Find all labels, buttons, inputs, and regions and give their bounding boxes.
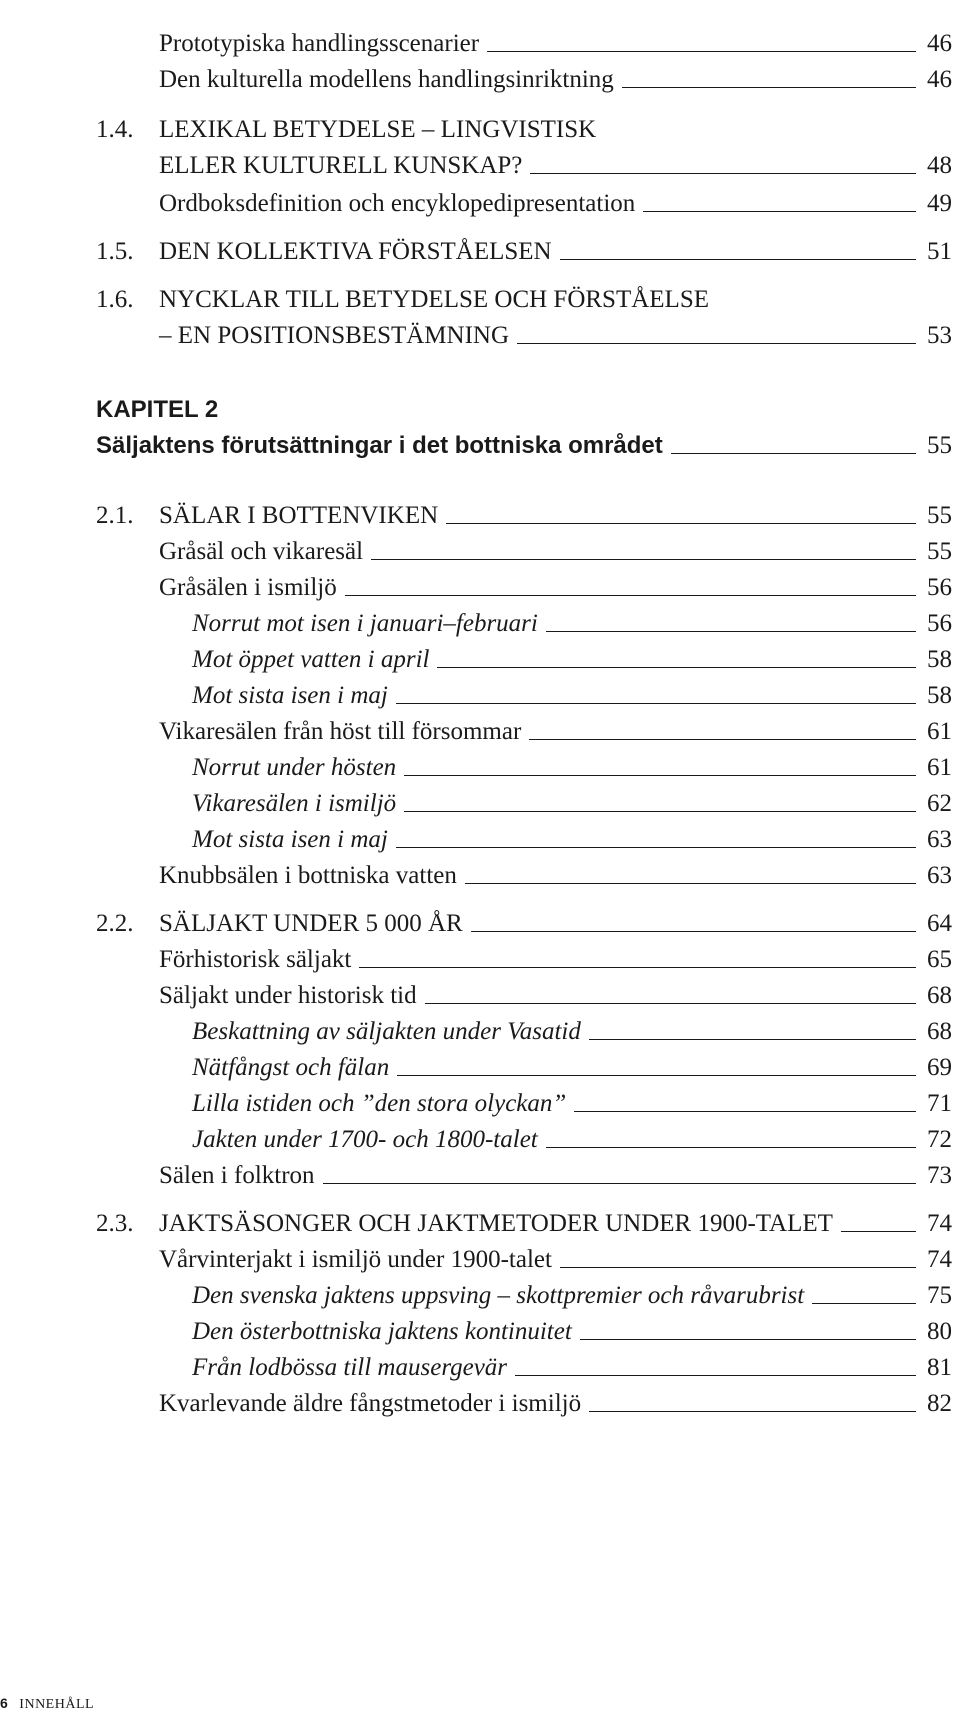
toc-page-number: 61 bbox=[927, 754, 952, 781]
toc-entry bbox=[0, 568, 960, 608]
toc-entry-title: Jakten under 1700- och 1800-talet bbox=[192, 1126, 538, 1153]
toc-section-number: 1.6. bbox=[96, 286, 134, 313]
toc-page-number: 51 bbox=[927, 238, 952, 265]
leader-rule bbox=[397, 1075, 916, 1076]
toc-entry bbox=[0, 1312, 960, 1352]
toc-entry bbox=[0, 184, 960, 224]
leader-rule bbox=[580, 1339, 916, 1340]
footer-page-number: 6 bbox=[0, 1695, 8, 1711]
leader-rule bbox=[345, 595, 916, 596]
toc-entry-title: Knubbsälen i bottniska vatten bbox=[159, 862, 457, 889]
toc-entry bbox=[0, 820, 960, 860]
toc-entry bbox=[0, 1204, 960, 1244]
toc-page-number: 53 bbox=[927, 322, 952, 349]
toc-page-number: 46 bbox=[927, 66, 952, 93]
toc-page-number: 69 bbox=[927, 1054, 952, 1081]
toc-page-number: 72 bbox=[927, 1126, 952, 1153]
leader-rule bbox=[643, 211, 916, 212]
toc-entry-title: Ordboksdefinition och encyklopedipresentation bbox=[159, 190, 636, 217]
toc-entry bbox=[0, 60, 960, 100]
toc-page-number: 48 bbox=[927, 152, 952, 179]
toc-entry-title: Den kulturella modellens handlingsinriktning bbox=[159, 66, 614, 93]
toc-page-number: 82 bbox=[927, 1390, 952, 1417]
toc-entry bbox=[0, 712, 960, 752]
leader-rule bbox=[812, 1303, 916, 1304]
toc-entry bbox=[0, 1120, 960, 1160]
toc-page-number: 63 bbox=[927, 862, 952, 889]
leader-rule bbox=[515, 1375, 916, 1376]
toc-section-number: 2.2. bbox=[96, 910, 134, 937]
toc-entry bbox=[0, 940, 960, 980]
toc-entry-title: Norrut under hösten bbox=[192, 754, 397, 781]
toc-page-number: 74 bbox=[927, 1210, 952, 1237]
leader-rule bbox=[396, 703, 916, 704]
toc-entry-title: Norrut mot isen i januari–februari bbox=[192, 610, 538, 637]
toc-page-number: 61 bbox=[927, 718, 952, 745]
toc-page-number: 75 bbox=[927, 1282, 952, 1309]
leader-rule bbox=[465, 883, 916, 884]
toc-entry bbox=[0, 1384, 960, 1424]
leader-rule bbox=[546, 631, 916, 632]
toc-entry bbox=[0, 532, 960, 572]
toc-entry-title: Kvarlevande äldre fångstmetoder i ismiljö bbox=[159, 1390, 582, 1417]
toc-section-number: 2.3. bbox=[96, 1210, 134, 1237]
toc-entry-title: NYCKLAR TILL BETYDELSE OCH FÖRSTÅELSE bbox=[159, 286, 709, 313]
toc-entry-title: Vikaresälen från höst till försommar bbox=[159, 718, 522, 745]
toc-page-number: 74 bbox=[927, 1246, 952, 1273]
leader-rule bbox=[437, 667, 916, 668]
toc-entry-title: Mot sista isen i maj bbox=[192, 826, 388, 853]
toc-entry bbox=[0, 1156, 960, 1196]
toc-entry bbox=[0, 1084, 960, 1124]
toc-entry bbox=[0, 904, 960, 944]
toc-page-number: 63 bbox=[927, 826, 952, 853]
toc-page-number: 56 bbox=[927, 610, 952, 637]
toc-entry-title: Säljakt under historisk tid bbox=[159, 982, 417, 1009]
toc-entry bbox=[0, 1048, 960, 1088]
toc-section-number: 1.4. bbox=[96, 116, 134, 143]
toc-page-number: 58 bbox=[927, 682, 952, 709]
toc-entry-title: Prototypiska handlingsscenarier bbox=[159, 30, 480, 57]
leader-rule bbox=[546, 1147, 916, 1148]
toc-page-number: 68 bbox=[927, 982, 952, 1009]
leader-rule bbox=[529, 739, 916, 740]
toc-entry-title: JAKTSÄSONGER OCH JAKTMETODER UNDER 1900-TALET bbox=[159, 1210, 833, 1237]
toc-entry bbox=[0, 1276, 960, 1316]
leader-rule bbox=[404, 811, 916, 812]
toc-entry bbox=[0, 1348, 960, 1388]
toc-page-number: 80 bbox=[927, 1318, 952, 1345]
toc-page-number: 56 bbox=[927, 574, 952, 601]
toc-entry bbox=[0, 604, 960, 644]
toc-entry bbox=[0, 426, 960, 466]
toc-entry-title: ELLER KULTURELL KUNSKAP? bbox=[159, 152, 523, 179]
toc-page-number: 55 bbox=[927, 538, 952, 565]
page-footer bbox=[0, 1695, 94, 1713]
toc-page-number: 71 bbox=[927, 1090, 952, 1117]
toc-page-number: 81 bbox=[927, 1354, 952, 1381]
toc-entry bbox=[0, 316, 960, 356]
leader-rule bbox=[560, 1267, 916, 1268]
toc-page-number: 58 bbox=[927, 646, 952, 673]
toc-entry bbox=[0, 280, 960, 320]
toc-entry-title: Gråsäl och vikaresäl bbox=[159, 538, 364, 565]
toc-page-number: 62 bbox=[927, 790, 952, 817]
toc-entry-title: Vikaresälen i ismiljö bbox=[192, 790, 397, 817]
toc-entry bbox=[0, 390, 960, 430]
toc-entry-title: – EN POSITIONSBESTÄMNING bbox=[159, 322, 510, 349]
leader-rule bbox=[359, 967, 916, 968]
toc-page-number: 55 bbox=[927, 432, 952, 459]
toc-entry-title: Den svenska jaktens uppsving – skottpremier och råvarubrist bbox=[192, 1282, 805, 1309]
footer-section-label: INNEHÅLL bbox=[19, 1697, 95, 1712]
toc-entry-title: Förhistorisk säljakt bbox=[159, 946, 352, 973]
leader-rule bbox=[471, 931, 916, 932]
toc-page-number: 46 bbox=[927, 30, 952, 57]
toc-entry-title: DEN KOLLEKTIVA FÖRSTÅELSEN bbox=[159, 238, 552, 265]
toc-entry-title: Från lodbössa till mausergevär bbox=[192, 1354, 508, 1381]
toc-page-number: 49 bbox=[927, 190, 952, 217]
leader-rule bbox=[560, 259, 916, 260]
toc-entry-title: Vårvinterjakt i ismiljö under 1900-talet bbox=[159, 1246, 552, 1273]
toc-entry bbox=[0, 976, 960, 1016]
toc-entry bbox=[0, 24, 960, 64]
toc-entry bbox=[0, 784, 960, 824]
toc-entry-title: Beskattning av säljakten under Vasatid bbox=[192, 1018, 581, 1045]
toc-entry bbox=[0, 232, 960, 272]
leader-rule bbox=[589, 1039, 916, 1040]
toc-entry bbox=[0, 856, 960, 896]
toc-entry bbox=[0, 496, 960, 536]
leader-rule bbox=[841, 1231, 916, 1232]
toc-page-number: 55 bbox=[927, 502, 952, 529]
toc-entry-title: SÄLJAKT UNDER 5 000 ÅR bbox=[159, 910, 463, 937]
leader-rule bbox=[622, 87, 916, 88]
leader-rule bbox=[396, 847, 916, 848]
leader-rule bbox=[404, 775, 916, 776]
toc-entry bbox=[0, 640, 960, 680]
toc-section-number: 2.1. bbox=[96, 502, 134, 529]
toc-entry-title: LEXIKAL BETYDELSE – LINGVISTISK bbox=[159, 116, 597, 143]
toc-entry bbox=[0, 110, 960, 150]
leader-rule bbox=[589, 1411, 916, 1412]
toc-entry-title: SÄLAR I BOTTENVIKEN bbox=[159, 502, 439, 529]
toc-entry-title: Lilla istiden och ”den stora olyckan” bbox=[192, 1090, 567, 1117]
leader-rule bbox=[574, 1111, 916, 1112]
leader-rule bbox=[530, 173, 916, 174]
toc-page-number: 68 bbox=[927, 1018, 952, 1045]
toc-entry-title: Den österbottniska jaktens kontinuitet bbox=[192, 1318, 572, 1345]
toc-entry bbox=[0, 676, 960, 716]
toc-entry bbox=[0, 1012, 960, 1052]
toc-section-number: 1.5. bbox=[96, 238, 134, 265]
toc-page-number: 64 bbox=[927, 910, 952, 937]
leader-rule bbox=[323, 1183, 916, 1184]
leader-rule bbox=[446, 523, 916, 524]
leader-rule bbox=[517, 343, 916, 344]
leader-rule bbox=[425, 1003, 916, 1004]
toc-entry-title: Nätfångst och fälan bbox=[192, 1054, 390, 1081]
toc-entry bbox=[0, 1240, 960, 1280]
chapter-heading: KAPITEL 2 bbox=[96, 396, 219, 423]
leader-rule bbox=[371, 559, 916, 560]
leader-rule bbox=[487, 51, 916, 52]
chapter-heading: Säljaktens förutsättningar i det bottniska området bbox=[96, 432, 663, 459]
toc-entry-title: Mot öppet vatten i april bbox=[192, 646, 430, 673]
toc-entry-title: Sälen i folktron bbox=[159, 1162, 315, 1189]
toc-page-number: 73 bbox=[927, 1162, 952, 1189]
leader-rule bbox=[671, 453, 916, 454]
toc-entry bbox=[0, 748, 960, 788]
toc-entry-title: Gråsälen i ismiljö bbox=[159, 574, 337, 601]
toc-entry-title: Mot sista isen i maj bbox=[192, 682, 388, 709]
toc-page-number: 65 bbox=[927, 946, 952, 973]
toc-entry bbox=[0, 146, 960, 186]
